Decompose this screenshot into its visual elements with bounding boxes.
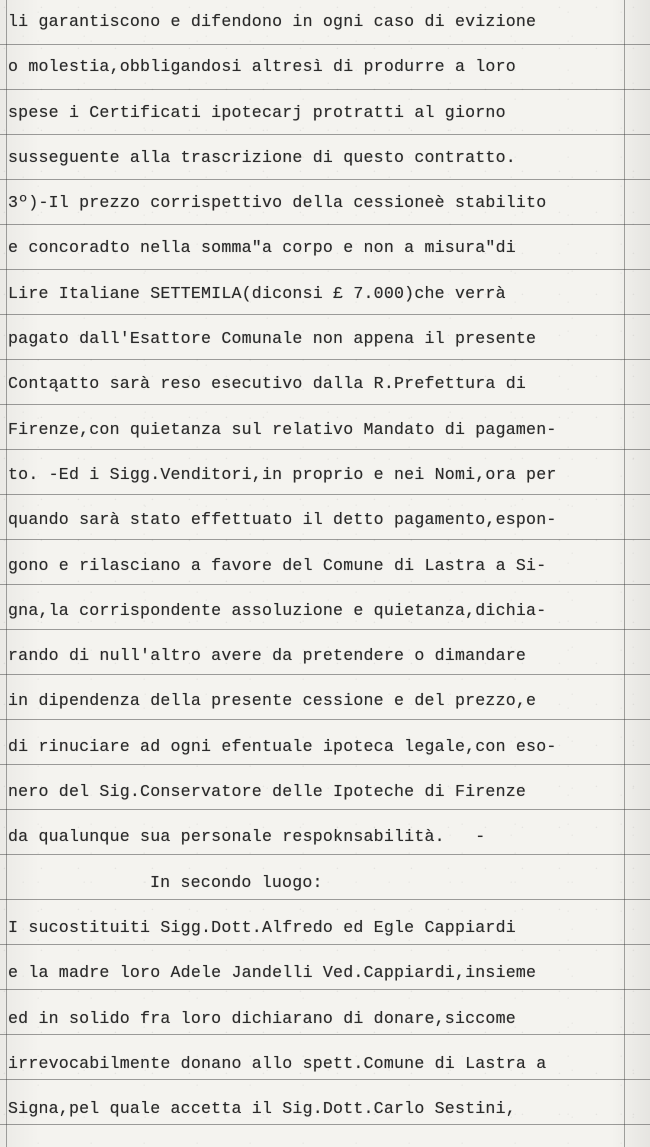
text-line-25: Signa,pel quale accetta il Sig.Dott.Carlo Sestini, [8, 1099, 516, 1119]
text-line-17: di rinuciare ad ogni efentuale ipoteca legale,con eso- [8, 736, 557, 756]
text-line-24: irrevocabilmente donano allo spett.Comune di Lastra a [8, 1053, 547, 1073]
text-line-18: nero del Sig.Conservatore delle Ipoteche di Firenze [8, 782, 527, 802]
text-line-13: gono e rilasciano a favore del Comune di Lastra a Si- [8, 555, 547, 575]
text-line-6: e concoradto nella somma"a corpo e non a misura"di [8, 238, 516, 258]
text-line-19: da qualunque sua personale respoknsabilità. - [8, 827, 486, 847]
text-line-4: susseguente alla trascrizione di questo contratto. [8, 147, 516, 167]
text-line-15: rando di null'altro avere da pretendere o dimandare [8, 646, 527, 666]
text-line-3: spese i Certificati ipotecarj protratti al giorno [8, 102, 506, 122]
text-line-8: pagato dall'Esattore Comunale non appena il presente [8, 329, 537, 349]
typed-text-block [8, 6, 650, 1138]
text-line-1: li garantiscono e difendono in ogni caso di evizione [8, 12, 537, 31]
text-line-23: ed in solido fra loro dichiarano di donare,siccome [8, 1008, 516, 1028]
text-line-22: e la madre loro Adele Jandelli Ved.Cappiardi,insieme [8, 963, 537, 983]
text-line-9: Contąatto sarà reso esecutivo dalla R.Prefettura di [8, 374, 527, 394]
text-line-7: Lire Italiane SETTEMILA(diconsi £ 7.000)che verrà [8, 283, 506, 303]
text-line-14: gna,la corrispondente assoluzione e quietanza,dichia- [8, 600, 547, 620]
section-heading: In secondo luogo: [150, 872, 323, 892]
text-line-5: 3º)-Il prezzo corrispettivo della cessioneè stabilito [8, 193, 547, 213]
text-line-21: I sucostituiti Sigg.Dott.Alfredo ed Egle Cappiardi [8, 917, 516, 937]
text-line-10: Firenze,con quietanza sul relativo Mandato di pagamen- [8, 419, 557, 439]
text-line-12: quando sarà stato effettuato il detto pagamento,espon- [8, 510, 557, 530]
text-line-16: in dipendenza della presente cessione e del prezzo,e [8, 691, 537, 711]
text-line-2: o molestia,obbligandosi altresì di produrre a loro [8, 57, 516, 77]
left-margin-rule [6, 0, 7, 1147]
text-line-11: to. -Ed i Sigg.Venditori,in proprio e nei Nomi,ora per [8, 464, 557, 484]
